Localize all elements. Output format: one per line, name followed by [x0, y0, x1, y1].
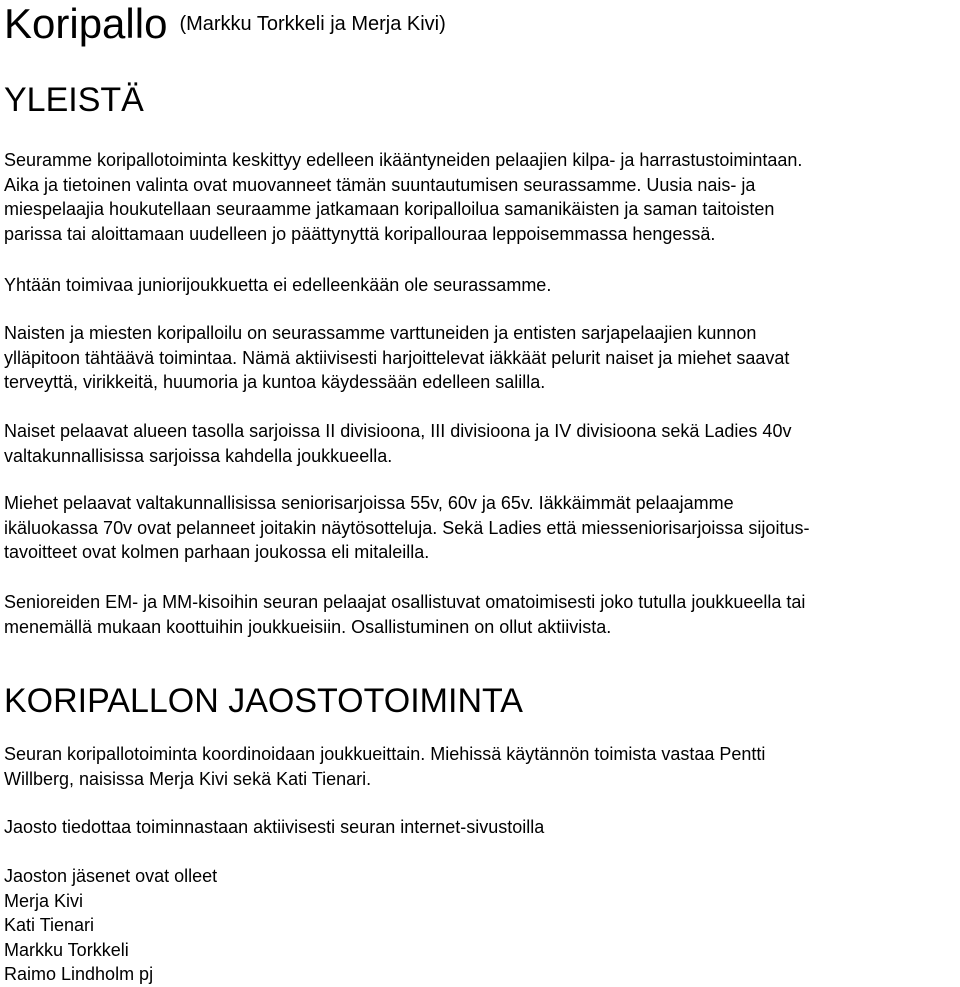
- paragraph-line: Yhtään toimivaa juniorijoukkuetta ei edelleenkään ole seurassamme.: [4, 275, 552, 295]
- paragraph-line: tavoitteet ovat kolmen parhaan joukossa eli mitaleilla.: [4, 542, 430, 562]
- member-name: Kati Tienari: [4, 915, 95, 935]
- paragraph: [4, 419, 956, 468]
- members-list-heading: Jaoston jäsenet ovat olleet: [4, 866, 218, 886]
- paragraph-line: Aika ja tietoinen valinta ovat muovanneet tämän suuntautumisen seurassamme. Uusia nais- ja: [4, 174, 756, 195]
- title-main: Koripallo: [4, 0, 168, 47]
- paragraph-line: ikäluokassa 70v ovat pelanneet joitakin näytösotteluja. Sekä Ladies että miesseniorisarjoissa sijoitus-: [4, 517, 810, 538]
- paragraph-line: Willberg, naisissa Merja Kivi sekä Kati Tienari.: [4, 768, 372, 789]
- paragraph-line: Senioreiden EM- ja MM-kisoihin seuran pelaajat osallistuvat omatoimisesti joko tutulla joukkueella tai: [4, 592, 806, 612]
- member-name: Markku Torkkeli: [4, 939, 129, 960]
- members-list: [4, 864, 956, 987]
- paragraph-line: valtakunnallisissa sarjoissa kahdella joukkueella.: [4, 445, 393, 466]
- paragraph: [4, 590, 956, 639]
- paragraph: [4, 273, 956, 298]
- member-name: Merja Kivi: [4, 890, 84, 911]
- paragraph-line: Miehet pelaavat valtakunnallisissa seniorisarjoissa 55v, 60v ja 65v. Iäkkäimmät pelaajamme: [4, 493, 734, 513]
- paragraph-line: Naiset pelaavat alueen tasolla sarjoissa II divisioona, III divisioona ja IV divisioona sekä Ladies 40v: [4, 421, 792, 441]
- paragraph: [4, 491, 956, 565]
- paragraph-line: Seuran koripallotoiminta koordinoidaan joukkueittain. Miehissä käytännön toimista vastaa Pentti: [4, 744, 766, 764]
- section-heading-yleista: YLEISTÄ: [4, 81, 144, 119]
- paragraph-line: menemällä mukaan koottuihin joukkueisiin. Osallistuminen on ollut aktiivista.: [4, 616, 612, 637]
- paragraph-line: terveyttä, virikkeitä, huumoria ja kuntoa käydessään edelleen salilla.: [4, 372, 546, 392]
- member-name: Raimo Lindholm pj: [4, 964, 154, 984]
- paragraph-line: miespelaajia houkutellaan seuraamme jatkamaan koripalloilua samanikäisten ja saman taitoisten: [4, 199, 775, 219]
- paragraph-line: Jaosto tiedottaa toiminnastaan aktiivisesti seuran internet-sivustoilla: [4, 817, 545, 837]
- paragraph: [4, 148, 956, 246]
- paragraph: [4, 321, 956, 395]
- paragraph-line: ylläpitoon tähtäävä toimintaa. Nämä aktiivisesti harjoittelevat iäkkäät pelurit naiset ja miehet saavat: [4, 347, 790, 368]
- section-heading-jaostotoiminta: KORIPALLON JAOSTOTOIMINTA: [4, 682, 523, 720]
- paragraph-line: parissa tai aloittamaan uudelleen jo päättynyttä koripallouraa leppoisemmassa hengessä.: [4, 223, 716, 244]
- paragraph-line: Seuramme koripallotoiminta keskittyy edelleen ikääntyneiden pelaajien kilpa- ja harrastustoimintaan.: [4, 150, 803, 170]
- document-title: [4, 2, 446, 46]
- paragraph: [4, 815, 956, 840]
- paragraph-line: Naisten ja miesten koripalloilu on seurassamme varttuneiden ja entisten sarjapelaajien kunnon: [4, 323, 757, 343]
- title-authors: (Markku Torkkeli ja Merja Kivi): [179, 13, 446, 35]
- paragraph: [4, 742, 956, 791]
